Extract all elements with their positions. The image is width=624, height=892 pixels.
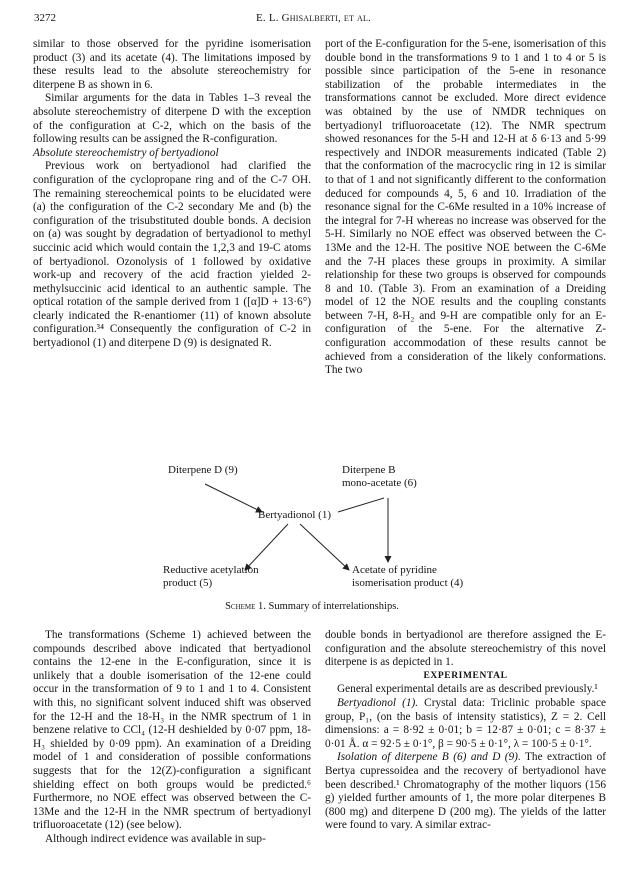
scheme-diagram [0,462,624,620]
paragraph [325,697,606,751]
node-acetate: Acetate of pyridine [352,564,437,576]
paragraph: similar to those observed for the pyridine isomerisation product (3) and its acetate (4). The limitations imposed by these results lead to the absolute stereochemistry for diterpene B as shown in 6. [33,38,311,91]
experimental-heading: EXPERIMENTAL [423,670,508,681]
right-column-top [325,38,606,378]
node-reductive-sub: product (5) [163,577,213,589]
arrow-bertyadionol-to-acetate [300,524,349,570]
node-reductive: Reductive acetylation [163,564,259,576]
right-column-bottom [325,629,606,833]
page-header [34,12,606,30]
left-column-bottom [33,629,311,847]
node-diterpene-d: Diterpene D (9) [168,464,238,476]
paragraph-text: The extraction of Bertya cupressoidea and the recovery of bertyadionol have been described.¹ Chromatography of the mother liquors (156 g) yielded further amounts of 1, the more polar diterpenes B (800 mg) and diterpene D (200 mg). The yields of the latter were found to vary. A similar extrac- [325,751,607,832]
left-column-top [33,38,311,351]
scheme-arrows [0,462,624,620]
running-head: E. L. Ghisalberti, et al. [256,12,372,24]
paragraph: Although indirect evidence was available in sup- [45,832,266,845]
node-acetate-sub: isomerisation product (4) [352,577,464,589]
paragraph: double bonds in bertyadionol are therefore assigned the E-configuration and the absolute stereochemistry of this novel diterpene is as depicted in 1. [325,629,606,669]
arrow-d-to-bertyadionol [205,484,262,512]
paragraph-label: Bertyadionol (1). [337,696,419,709]
paragraph [325,751,606,833]
paragraph: Previous work on bertyadionol had clarified the configuration of the cyclopropane ring and of the C-7 OH. The remaining stereochemical points to be elucidated were (a) the configuration of the C-2 secondary Me and (b) the configuration of the trisubstituted double bonds. A decision on (a) was sought by degradation of bertyadionol to methyl succinic acid which would contain the 1,2,3 and 19-C atoms of bertyadionol. Ozonolysis of 1 followed by oxidative work-up and recovery of the acid fraction yielded 2-methylsuccinic acid identical to an authentic sample. The optical rotation of the sample derived from 1 ([α]D + 13·6°) clearly indicated the R-enantiomer (11) of known absolute configuration.³⁴ Consequently the configuration of C-2 in bertyadionol (1) and diterpene D (9) is designated R. [33,160,311,350]
paragraph-text: Crystal data: Triclinic probable space group, P₁, (on the basis of intensity statistics), Z = 2. Cell dimensions: a = 8·92 ± 0·01; b = 12·87 ± 0·01; c = 8·37 ± 0·01 Å. α = 92·5 ± 0·1°, β = 90·5 ± 0·1°, λ = 100·5 ± 0·1°. [325,696,606,750]
caption-text: Summary of interrelationships. [268,601,399,612]
paragraph: The transformations (Scheme 1) achieved between the compounds described above indicated that bertyadionol contains the 12-ene in the E-configuration, since it is unlikely that a double isomerisation of the 12-ene could occur in the transformation of 9 to 1 and 1 to 4. Consistent with this, no significant solvent induced shift was observed for the 12-H and the 18-H₃ in the NMR spectrum of 1 in benzene relative to CCl₄ (12-H deshielded by 0·07 ppm, 18-H₃ shielded by 0·09 ppm). An examination of a Dreiding model of 1 and consideration of possible conformations suggests that for the 12(Z)-configuration a significant shielding effect on both groups would be predicted.⁶ Furthermore, no NOE effect was observed between the C-13Me and the 12-H in the NMR spectrum of bertyadionyl trifluoroacetate (12) (see below). [33,629,311,832]
paragraph: General experimental details are as described previously.¹ [337,683,598,696]
node-bertyadionol: Bertyadionol (1) [258,509,332,521]
paragraph: port of the E-configuration for the 5-ene, isomerisation of this double bond in the transformations 9 to 1 and 1 to 4 or 5 is possible since participation of the 5-ene in resonance stabilization of the probable intermediates in the transformations cannot be excluded. More direct evidence was obtained by the use of NMDR techniques on bertyadionyl trifluoroacetate (12). The NMR spectrum showed resonances for the 5-H and 12-H at δ 6·13 and 5·99 respectively and INDOR measurements indicated (Table 2) that the conformation of the macrocyclic ring in 12 is similar to that of 1 and not significantly different to the conformation deduced for compounds 4, 5, 6 and 10. Irradiation of the resonance signal for the C-6Me resulted in a 10% increase of the integral for 7-H whereas no increase was observed for the 5-H. Similarly no NOE effect was observed between the C-13Me and the 12-H. The positive NOE between the C-6Me and the 7-H places these groups in proximity. A similar relationship for these two groups is observed for compounds 8 and 10. (Table 3). From an examination of a Dreiding model of 12 the NOE results and the coupling constants between 7-H, 8-H₂ and 9-H are compatible only for an E-configuration of the 5-ene. For the alternative Z- configuration accommodation of these results cannot be achieved from a consideration of the likely conformations. The two [325,38,606,377]
page-number: 3272 [34,12,56,24]
scheme-caption [0,601,624,612]
section-heading: Absolute stereochemistry of bertyadionol [33,146,219,159]
line-b-to-bertyadionol [338,498,384,512]
paragraph-label: Isolation of diterpene B (6) and D (9). [337,751,521,764]
node-diterpene-b: Diterpene B [342,464,396,476]
caption-label: Scheme 1. [225,601,266,612]
paragraph: Similar arguments for the data in Tables 1–3 reveal the absolute stereochemistry of diterpene D with the exception of the configuration at C-2, which on the basis of the following results can be assigned the R-configuration. [33,92,311,146]
node-diterpene-b-sub: mono-acetate (6) [342,477,417,489]
